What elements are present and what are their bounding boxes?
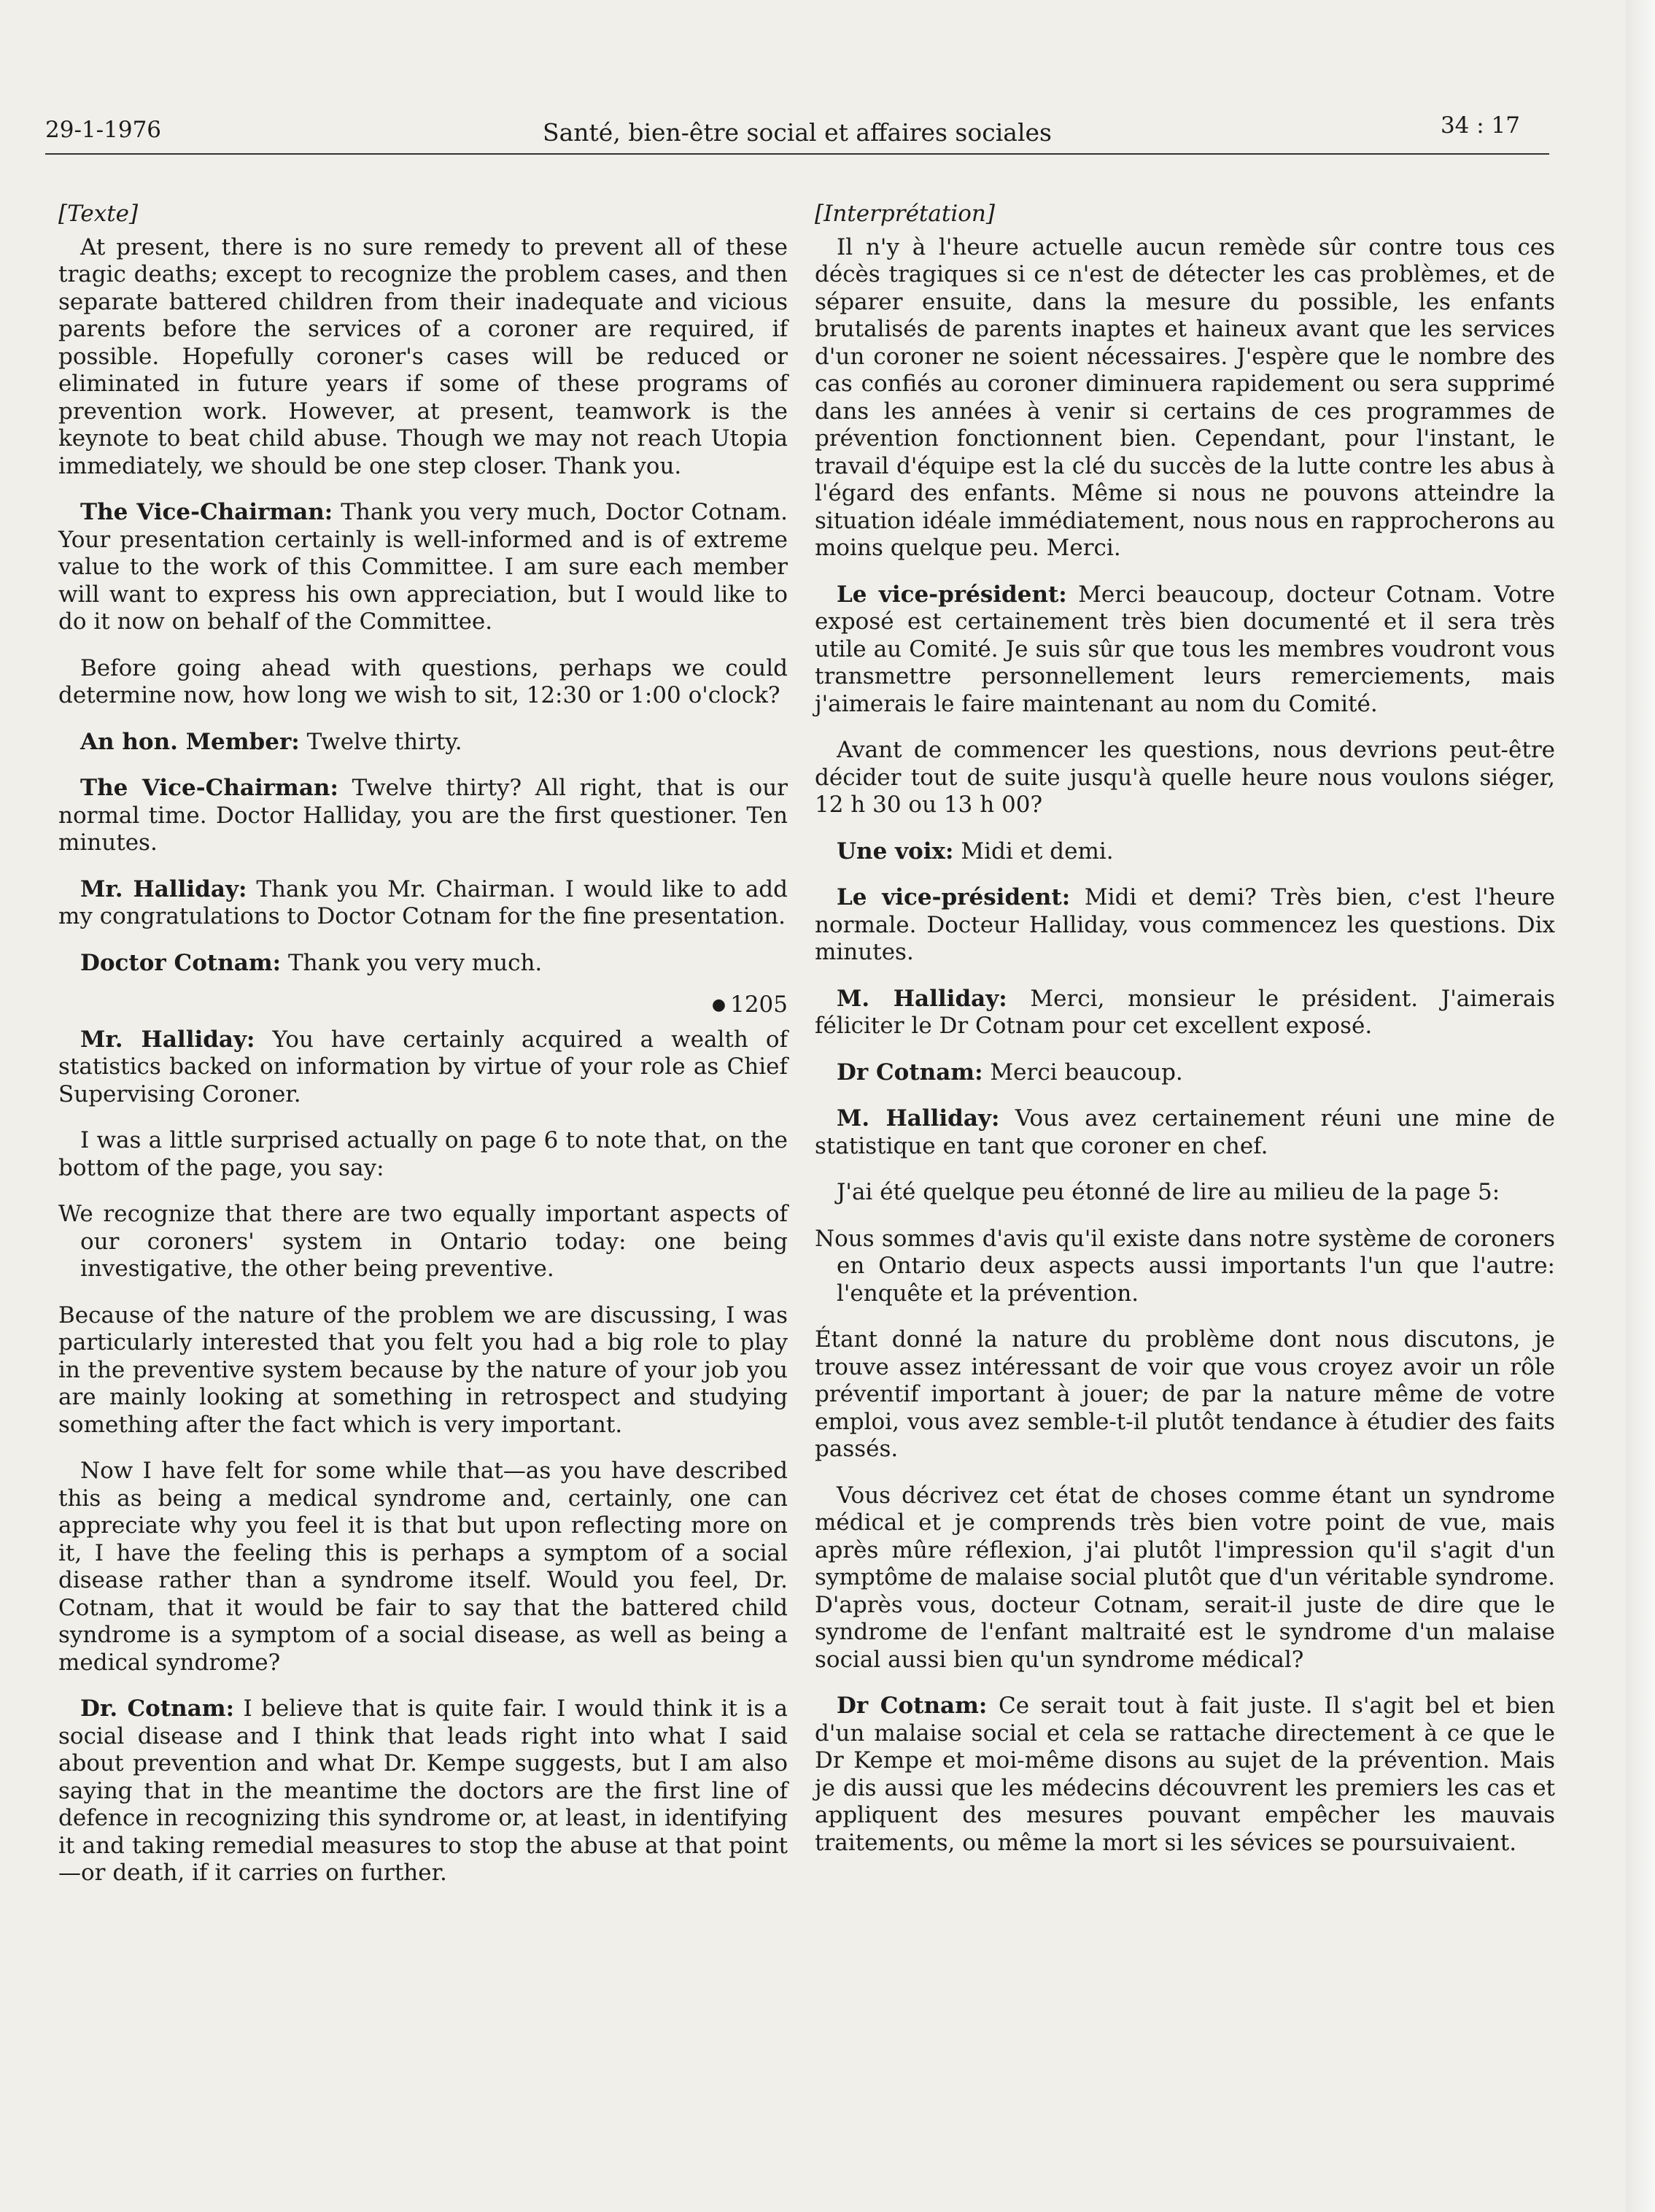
- speech-text: Midi et demi? Très bien, c'est l'heure normale. Docteur Halliday, vous commencez les questions. Dix minutes.: [815, 884, 1556, 965]
- paragraph: [58, 499, 788, 636]
- speaker-name: Mr. Halliday:: [80, 875, 247, 902]
- paragraph: [815, 884, 1555, 967]
- paragraph: [815, 1105, 1555, 1160]
- paragraph: [815, 1059, 1555, 1087]
- speaker-name: The Vice-Chairman:: [80, 499, 333, 525]
- paragraph: Avant de commencer les questions, nous devrions peut-être décider tout de suite jusqu'à quelle heure nous voulons siéger, 12 h 30 ou 13 h 00?: [815, 737, 1555, 818]
- speaker-name: An hon. Member:: [80, 728, 300, 755]
- bullet-icon: ●: [711, 996, 726, 1014]
- speaker-name: M. Halliday:: [837, 1105, 1000, 1132]
- paragraph: [58, 775, 788, 857]
- speaker-name: Dr Cotnam:: [837, 1693, 988, 1719]
- speaker-name: Mr. Halliday:: [80, 1026, 255, 1053]
- paragraph: [58, 950, 788, 978]
- speech-text: Midi et demi.: [961, 838, 1114, 865]
- column-label: [Interprétation]: [815, 201, 995, 227]
- speaker-name: Dr Cotnam:: [837, 1059, 983, 1086]
- paragraph: Because of the nature of the problem we are discussing, I was particularly interested that you felt you had a big role to play in the preventive system because by the nature of your job you are mainly looking at something in retrospect and studying something after the fact which is very important.: [58, 1302, 788, 1438]
- speaker-name: Le vice-président:: [837, 884, 1071, 910]
- speaker-name: Une voix:: [837, 838, 954, 865]
- paragraph: [815, 1693, 1555, 1857]
- speech-text: Merci beaucoup.: [990, 1059, 1183, 1086]
- paragraph: [815, 986, 1555, 1040]
- paragraph: [815, 581, 1555, 719]
- speech-text: Thank you Mr. Chairman. I would like to add my congratulations to Doctor Cotnam for the fine presentation.: [58, 875, 788, 929]
- page-edge: [1626, 0, 1655, 2212]
- speech-text: Ce serait tout à fait juste. Il s'agit bel et bien d'un malaise social et cela se rattache directement à ce que le Dr Kempe et moi-même disons au sujet de la prévention. Mais je dis aussi que les médecins découvrent les premiers les cas et appliquent des mesures pouvant empêcher les mauvais traitements, ou même la mort si les sévices se poursuivaient.: [815, 1693, 1556, 1856]
- speech-text: Twelve thirty? All right, that is our normal time. Doctor Halliday, you are the first questioner. Ten minutes.: [58, 775, 788, 856]
- french-column: [815, 201, 1555, 1876]
- speaker-name: M. Halliday:: [837, 985, 1007, 1012]
- paragraph: Vous décrivez cet état de choses comme étant un syndrome médical et je comprends très bien votre point de vue, mais après mûre réflexion, j'ai plutôt l'impression qu'il s'agit d'un symptôme de malaise social plutôt que d'un véritable syndrome. D'après vous, docteur Cotnam, serait-il juste de dire que le syndrome de l'enfant maltraité est le syndrome d'un malaise social aussi bien qu'un syndrome médical?: [815, 1482, 1555, 1673]
- speech-text: Merci beaucoup, docteur Cotnam. Votre exposé est certainement très bien documenté et il sera très utile au Comité. Je suis sûr que tous les membres voudront vous transmettre personnellement leurs remerciements, mais j'aimerais le faire maintenant au nom du Comité.: [815, 581, 1556, 717]
- paragraph: Before going ahead with questions, perhaps we could determine now, how long we wish to sit, 12:30 or 1:00 o'clock?: [58, 654, 788, 708]
- paragraph: [58, 876, 788, 931]
- time-marker-text: 1205: [730, 991, 788, 1018]
- speech-text: You have certainly acquired a wealth of statistics backed on information by virtue of your role as Chief Supervising Coroner.: [58, 1026, 788, 1107]
- paragraph: Now I have felt for some while that—as you have described this as being a medical syndrome and, certainly, one can appreciate why you feel it is that but upon reflecting more on it, I have the feeling this is perhaps a symptom of a social disease rather than a syndrome itself. Would you feel, Dr. Cotnam, that it would be fair to say that the battered child syndrome is a symptom of a social disease, as well as being a medical syndrome?: [58, 1458, 788, 1676]
- paragraph: Étant donné la nature du problème dont nous discutons, je trouve assez intéressant de voir que vous croyez avoir un rôle préventif important à jouer; de par la nature même de votre emploi, vous avez semble-t-il plutôt tendance à étudier des faits passés.: [815, 1326, 1555, 1462]
- paragraph: I was a little surprised actually on page 6 to note that, on the bottom of the page, you say:: [58, 1127, 788, 1181]
- speaker-name: The Vice-Chairman:: [80, 775, 338, 801]
- speech-text: Thank you very much, Doctor Cotnam. Your presentation certainly is well-informed and is of extreme value to the work of this Committee. I am sure each member will want to express his own appreciation, but I would like to do it now on behalf of the Committee.: [58, 499, 788, 635]
- time-marker: [58, 991, 788, 1019]
- paragraph: [58, 1026, 788, 1109]
- header-page-number: 34 : 17: [1440, 112, 1520, 139]
- header-title: Santé, bien-être social et affaires sociales: [543, 118, 1052, 147]
- speech-text: Vous avez certainement réuni une mine de statistique en tant que coroner en chef.: [815, 1105, 1555, 1159]
- paragraph: [58, 1695, 788, 1887]
- block-quote: We recognize that there are two equally important aspects of our coroners' system in Ontario today: one being investigative, the other being preventive.: [58, 1201, 788, 1282]
- speech-text: Twelve thirty.: [306, 728, 462, 755]
- speaker-name: Dr. Cotnam:: [80, 1695, 235, 1722]
- paragraph: J'ai été quelque peu étonné de lire au milieu de la page 5:: [837, 1179, 1500, 1205]
- paragraph: Il n'y à l'heure actuelle aucun remède sûr contre tous ces décès tragiques si ce n'est de détecter les cas problèmes, et de séparer ensuite, dans la mesure du possible, les enfants brutalisés de parents inaptes et haineux avant que les services d'un coroner ne soient nécessaires. J'espère que le nombre des cas confiés au coroner diminuera rapidement ou sera supprimé dans les années à venir si certains de ces programmes de prévention fonctionnent bien. Cependant, pour l'instant, le travail d'équipe est la clé du succès de la lutte contre les abus à l'égard des enfants. Même si nous ne pouvons atteindre la situation idéale immédiatement, nous nous en rapprocherons au moins quelque peu. Merci.: [815, 233, 1555, 561]
- column-label: [Texte]: [58, 201, 139, 227]
- speech-text: I believe that is quite fair. I would think it is a social disease and I think that leads right into what I said about prevention and what Dr. Kempe suggests, but I am also saying that in the meantime the doctors are the first line of defence in recognizing this syndrome or, at least, in identifying it and taking remedial measures to stop the abuse at that point—or death, if it carries on further.: [58, 1695, 788, 1886]
- speaker-name: Le vice-président:: [837, 581, 1067, 608]
- speaker-name: Doctor Cotnam:: [80, 949, 282, 976]
- block-quote: Nous sommes d'avis qu'il existe dans notre système de coroners en Ontario deux aspects aussi importants l'un que l'autre: l'enquête et la prévention.: [815, 1225, 1555, 1307]
- english-column: [58, 201, 788, 1906]
- header-date: 29-1-1976: [45, 117, 162, 143]
- paragraph: [815, 838, 1555, 866]
- paragraph: At present, there is no sure remedy to prevent all of these tragic deaths; except to recognize the problem cases, and then separate battered children from their inadequate and vicious parents before the services of a coroner are required, if possible. Hopefully coroner's cases will be reduced or eliminated in future years if some of these programs of prevention work. However, at present, teamwork is the keynote to beat child abuse. Though we may not reach Utopia immediately, we should be one step closer. Thank you.: [58, 233, 788, 479]
- page-header: [45, 108, 1549, 155]
- paragraph: [58, 729, 788, 757]
- speech-text: Merci, monsieur le président. J'aimerais féliciter le Dr Cotnam pour cet excellent exposé.: [815, 985, 1556, 1039]
- speech-text: Thank you very much.: [287, 949, 543, 976]
